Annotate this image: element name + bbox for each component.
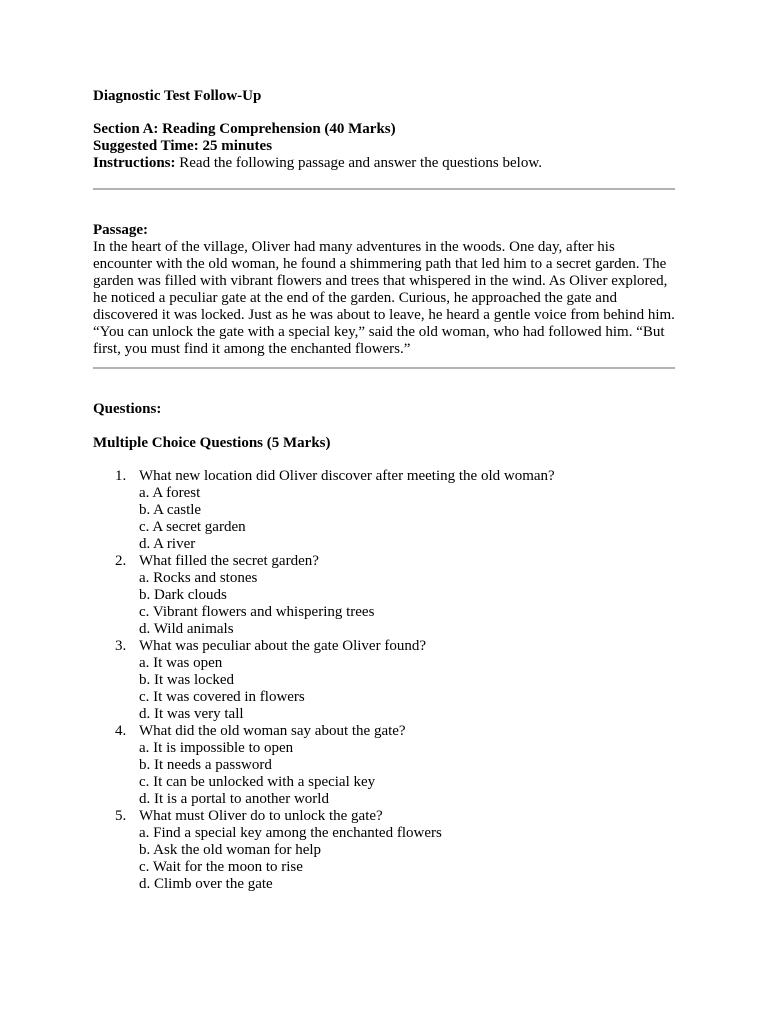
- question-number: 3.: [115, 638, 127, 654]
- question-text: What was peculiar about the gate Oliver found?: [139, 638, 426, 654]
- answer-option: a. It is impossible to open: [139, 740, 294, 756]
- question-text: What new location did Oliver discover after meeting the old woman?: [139, 468, 555, 484]
- question-text: What did the old woman say about the gate?: [139, 723, 406, 739]
- document-title: Diagnostic Test Follow-Up: [93, 88, 262, 104]
- question-number: 1.: [115, 468, 127, 484]
- suggested-time: Suggested Time: 25 minutes: [93, 138, 273, 154]
- question-number: 5.: [115, 808, 127, 824]
- answer-option: c. A secret garden: [139, 519, 246, 535]
- question-text: What filled the secret garden?: [139, 553, 319, 569]
- answer-option: a. It was open: [139, 655, 223, 671]
- instructions-label: Instructions:: [93, 155, 176, 171]
- answer-option: a. A forest: [139, 485, 201, 501]
- horizontal-divider: [93, 367, 675, 369]
- document-page: [93, 88, 675, 893]
- answer-option: c. It can be unlocked with a special key: [139, 774, 376, 790]
- mcq-heading: Multiple Choice Questions (5 Marks): [93, 435, 331, 451]
- passage-heading: Passage:: [93, 222, 148, 238]
- answer-option: b. Ask the old woman for help: [139, 842, 322, 858]
- question-item: [93, 808, 675, 893]
- question-list: [93, 468, 675, 893]
- answer-option: d. A river: [139, 536, 196, 552]
- answer-option: b. It needs a password: [139, 757, 272, 773]
- passage-text: In the heart of the village, Oliver had many adventures in the woods. One day, after his encounter with the old woman, he found a shimmering path that led him to a secret garden. The garden was filled with vibrant flowers and trees that whispered in the wind. As Oliver explored, he noticed a peculiar gate at the end of the garden. Curious, he approached the gate and discovered it was locked. Just as he was about to leave, he heard a gentle voice from behind him. “You can unlock the gate with a special key,” said the old woman, who had followed him. “But first, you must find it among the enchanted flowers.”: [93, 239, 675, 357]
- answer-option: d. It was very tall: [139, 706, 244, 722]
- answer-option: c. It was covered in flowers: [139, 689, 305, 705]
- answer-option: a. Find a special key among the enchanted flowers: [139, 825, 442, 841]
- answer-option: c. Vibrant flowers and whispering trees: [139, 604, 375, 620]
- question-item: [93, 638, 675, 723]
- answer-option: b. A castle: [139, 502, 202, 518]
- question-number: 2.: [115, 553, 127, 569]
- answer-option: a. Rocks and stones: [139, 570, 258, 586]
- answer-option: b. Dark clouds: [139, 587, 227, 603]
- answer-option: b. It was locked: [139, 672, 234, 688]
- instructions-line: [93, 155, 675, 172]
- answer-option: c. Wait for the moon to rise: [139, 859, 303, 875]
- questions-heading: Questions:: [93, 401, 162, 417]
- question-item: [93, 723, 675, 808]
- answer-option: d. Climb over the gate: [139, 876, 273, 892]
- question-number: 4.: [115, 723, 127, 739]
- answer-option: d. It is a portal to another world: [139, 791, 329, 807]
- question-item: [93, 553, 675, 638]
- horizontal-divider: [93, 188, 675, 190]
- answer-option: d. Wild animals: [139, 621, 234, 637]
- instructions-text: Read the following passage and answer the questions below.: [175, 155, 542, 171]
- question-text: What must Oliver do to unlock the gate?: [139, 808, 383, 824]
- section-heading: Section A: Reading Comprehension (40 Marks): [93, 121, 396, 137]
- question-item: [93, 468, 675, 553]
